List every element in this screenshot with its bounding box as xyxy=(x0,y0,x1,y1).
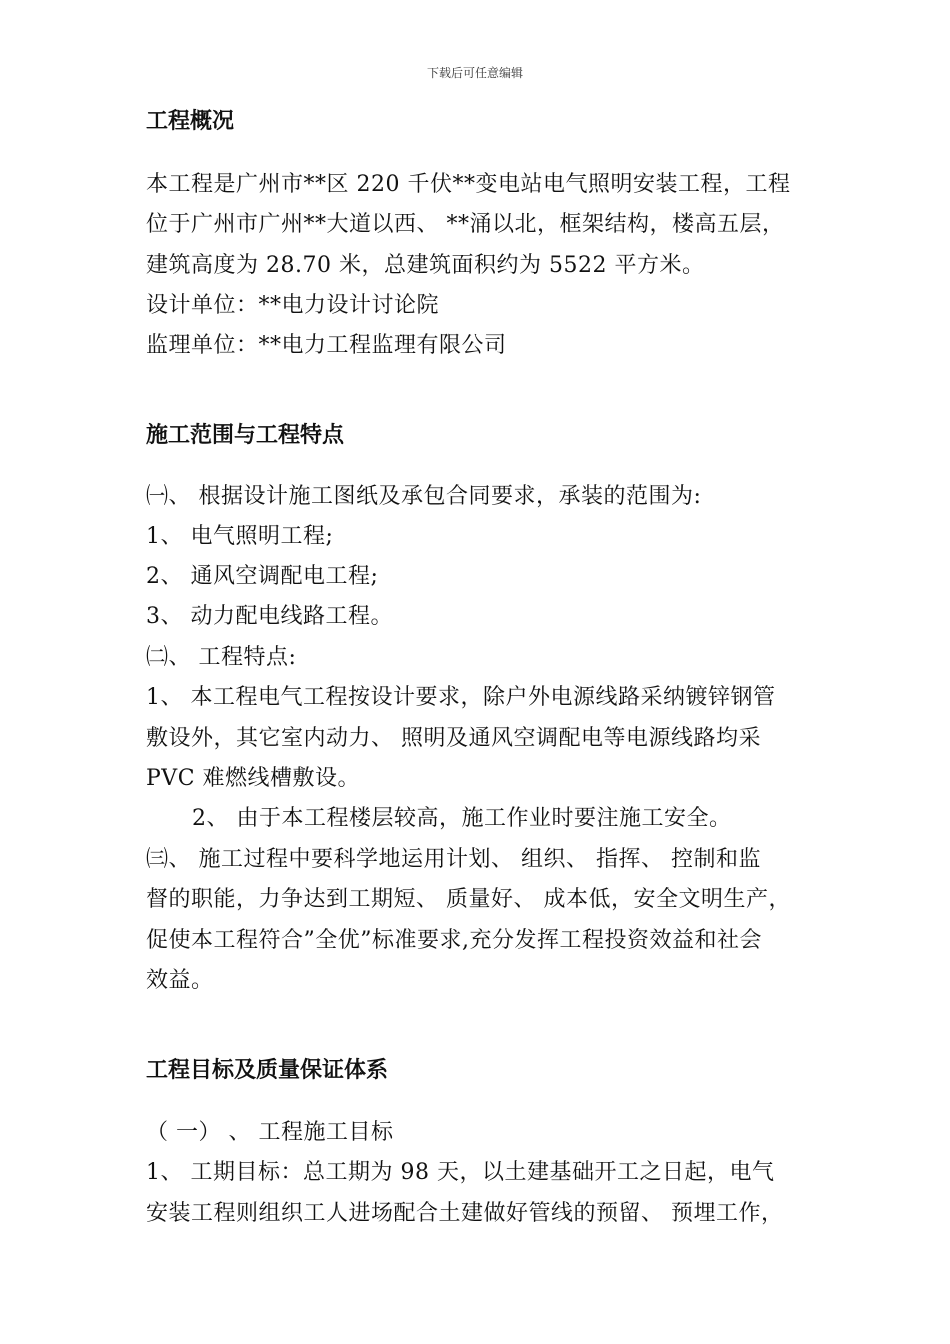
list-item: ㈡、 工程特点: xyxy=(146,645,297,670)
paragraph-line: 效益。 xyxy=(146,968,214,993)
paragraph-line: 1、 工期目标：总工期为 98 天，以土建基础开工之日起，电气 xyxy=(146,1160,775,1185)
paragraph-line: ㈢、 施工过程中要科学地运用计划、 组织、 指挥、 控制和监 xyxy=(146,847,761,872)
paragraph-line: 1、 本工程电气工程按设计要求，除户外电源线路采纳镀锌钢管 xyxy=(146,685,776,710)
paragraph-line: 促使本工程符合”全优”标准要求,充分发挥工程投资效益和社会 xyxy=(146,928,762,953)
section-title-overview: 工程概况 xyxy=(146,108,235,134)
section-title-goals: 工程目标及质量保证体系 xyxy=(146,1057,389,1083)
paragraph-line: 敷设外，其它室内动力、 照明及通风空调配电等电源线路均采 xyxy=(146,726,761,751)
paragraph-line: 督的职能，力争达到工期短、 质量好、 成本低，安全文明生产， xyxy=(146,887,791,912)
paragraph-line: 2、 由于本工程楼层较高，施工作业时要注施工安全。 xyxy=(192,806,732,831)
list-item: ㈠、 根据设计施工图纸及承包合同要求，承装的范围为: xyxy=(146,484,702,509)
paragraph-line: 本工程是广州市**区 220 千伏**变电站电气照明安装工程，工程 xyxy=(146,172,791,197)
list-item: 1、 电气照明工程; xyxy=(146,524,334,549)
supervision-unit-line: 监理单位：**电力工程监理有限公司 xyxy=(146,333,507,358)
paragraph-line: 安装工程则组织工人进场配合土建做好管线的预留、 预埋工作， xyxy=(146,1201,784,1226)
paragraph-line: 位于广州市广州**大道以西、 **涌以北，框架结构，楼高五层， xyxy=(146,212,785,237)
section-title-scope: 施工范围与工程特点 xyxy=(146,422,345,448)
list-item: 2、 通风空调配电工程; xyxy=(146,564,379,589)
paragraph-line: 建筑高度为 28.70 米，总建筑面积约为 5522 平方米。 xyxy=(146,253,705,278)
design-unit-line: 设计单位：**电力设计讨论院 xyxy=(146,293,440,318)
list-item: （ 一） 、 工程施工目标 xyxy=(146,1120,394,1145)
paragraph-line: PVC 难燃线槽敷设。 xyxy=(146,766,361,791)
list-item: 3、 动力配电线路工程。 xyxy=(146,604,393,629)
page-header: 下载后可任意编辑 xyxy=(426,66,523,80)
